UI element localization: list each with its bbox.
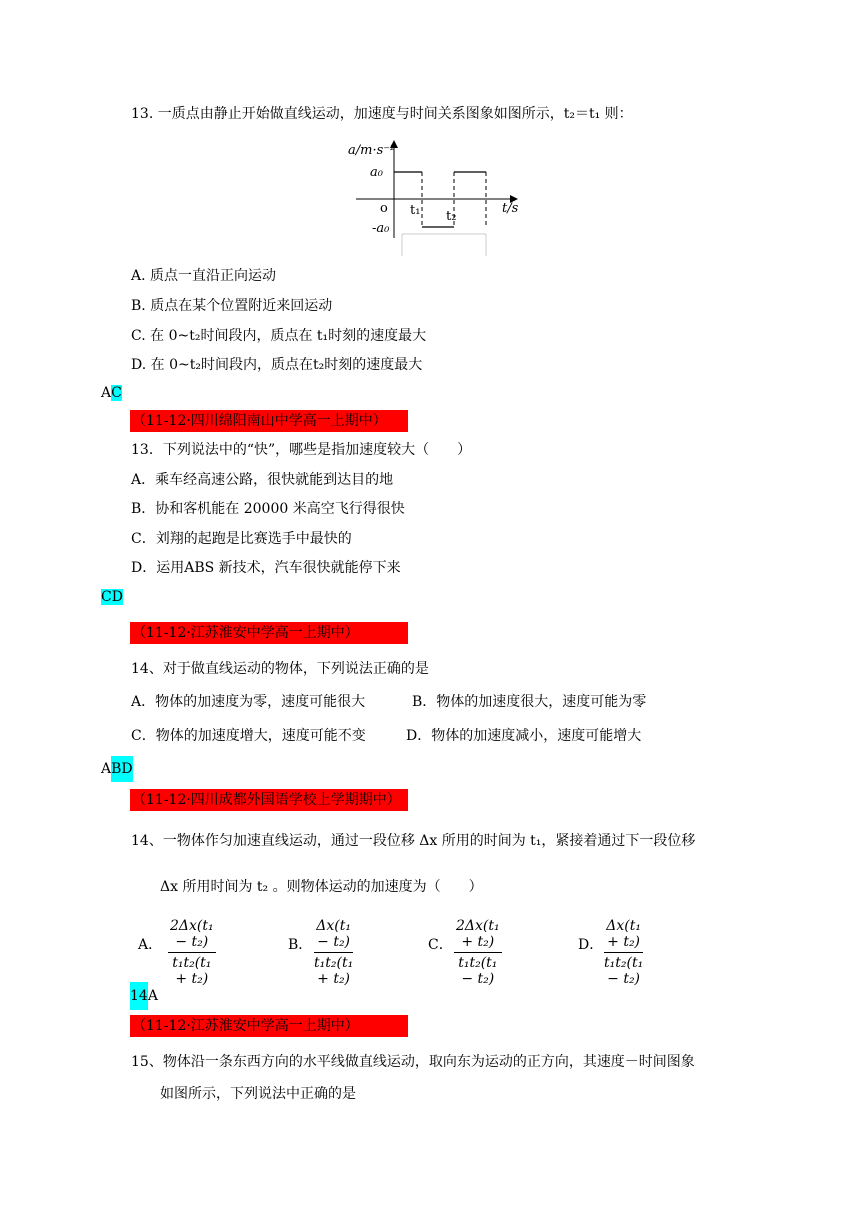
q14b-answer — [130, 982, 158, 1010]
q14b-option-c-numerator: 2Δx(t₁ + t₂) — [454, 918, 502, 953]
q14b-option-d-fraction — [604, 918, 643, 987]
q14a-option-b: B．物体的加速度很大，速度可能为零 — [412, 694, 647, 710]
q13a-option-b: B. 质点在某个位置附近来回运动 — [131, 298, 333, 314]
q14b-source-tag: （11-12·四川成都外国语学校上学期期中） — [130, 789, 408, 811]
q14a-source-tag: （11-12·江苏淮安中学高一上期中） — [130, 622, 408, 644]
q14b-option-b-fraction — [314, 918, 353, 987]
graph-xlabel: t/s — [502, 201, 519, 216]
acceleration-time-graph — [340, 138, 540, 258]
q13b-option-c: C．刘翔的起跑是比赛选手中最快的 — [131, 531, 352, 547]
graph-neg-a0: -a₀ — [372, 221, 390, 236]
q13b-answer — [101, 586, 123, 608]
q13b-option-a: A．乘车经高速公路，很快就能到达目的地 — [131, 472, 394, 488]
q14b-options — [138, 916, 738, 987]
q14b-option-d-label: D． — [578, 937, 604, 953]
q14a-answer-highlight: BD — [111, 756, 133, 782]
graph-a0: a₀ — [370, 165, 383, 180]
q14a-option-d: D．物体的加速度减小，速度可能增大 — [406, 728, 642, 744]
q13b-option-b: B．协和客机能在 20000 米高空飞行得很快 — [131, 501, 405, 517]
graph-t2: t₂ — [446, 209, 457, 224]
q14b-answer-suffix: A — [147, 988, 158, 1004]
q14b-answer-highlight: 14 — [130, 982, 148, 1010]
q14b-option-a-denominator: t₁t₂(t₁ + t₂) — [172, 955, 212, 987]
q14a-option-c: C．物体的加速度增大，速度可能不变 — [131, 728, 366, 744]
graph-origin: o — [380, 201, 388, 216]
q13b-stem: 13．下列说法中的“快”，哪些是指加速度较大（ ） — [131, 442, 472, 458]
graph-t1: t₁ — [410, 203, 421, 218]
q14a-answer — [101, 756, 133, 782]
q13a-option-a: A. 质点一直沿正向运动 — [131, 268, 277, 284]
q14a-option-a: A．物体的加速度为零，速度可能很大 — [131, 694, 366, 710]
q13b-source-tag: （11-12·四川绵阳南山中学高一上期中） — [130, 410, 408, 432]
q14b-option-c-denominator: t₁t₂(t₁ − t₂) — [458, 955, 498, 987]
q14b-stem-line2: Δx 所用时间为 t₂ 。则物体运动的加速度为（ ） — [160, 879, 483, 895]
q13b-option-d: D．运用ABS 新技术，汽车很快就能停下来 — [131, 560, 401, 576]
q14b-option-c-label: C． — [428, 937, 453, 953]
q14b-option-c-fraction — [454, 918, 502, 987]
q14a-stem: 14、对于做直线运动的物体，下列说法正确的是 — [131, 661, 429, 677]
q14b-option-b-denominator: t₁t₂(t₁ + t₂) — [314, 955, 354, 987]
q14b-option-b-label: B． — [288, 937, 313, 953]
q13b-answer-highlight: CD — [101, 589, 123, 605]
q14b-stem-line1: 14、一物体作匀加速直线运动，通过一段位移 Δx 所用的时间为 t₁，紧接着通过下一段位移 — [131, 833, 696, 849]
q14b-option-d-denominator: t₁t₂(t₁ − t₂) — [604, 955, 644, 987]
q13a-stem: 13. 一质点由静止开始做直线运动，加速度与时间关系图象如图所示，t₂＝t₁ 则： — [131, 106, 633, 122]
q13a-option-c: C. 在 0~t₂时间段内，质点在 t₁时刻的速度最大 — [131, 328, 427, 344]
q14b-option-b-numerator: Δx(t₁ − t₂) — [314, 918, 353, 953]
q13a-option-d: D. 在 0~t₂时间段内，质点在t₂时刻的速度最大 — [131, 357, 423, 373]
q14b-option-a-fraction — [168, 918, 216, 987]
q14a-answer-prefix: A — [101, 761, 112, 777]
graph-ylabel: a/m·s⁻² — [348, 143, 396, 158]
q13a-answer-highlight: C — [111, 385, 122, 401]
q14b-option-d-numerator: Δx(t₁ + t₂) — [604, 918, 643, 953]
q13a-answer-prefix: A — [101, 385, 112, 401]
q15-stem-line1: 15、物体沿一条东西方向的水平线做直线运动，取向东为运动的正方向，其速度－时间图象 — [131, 1054, 695, 1070]
q15-source-tag: （11-12·江苏淮安中学高一上期中） — [130, 1015, 408, 1037]
q13a-answer — [101, 382, 122, 404]
q15-stem-line2: 如图所示，下列说法中正确的是 — [160, 1086, 356, 1102]
q14b-option-a-label: A． — [138, 937, 163, 953]
q14b-option-a-numerator: 2Δx(t₁ − t₂) — [168, 918, 216, 953]
